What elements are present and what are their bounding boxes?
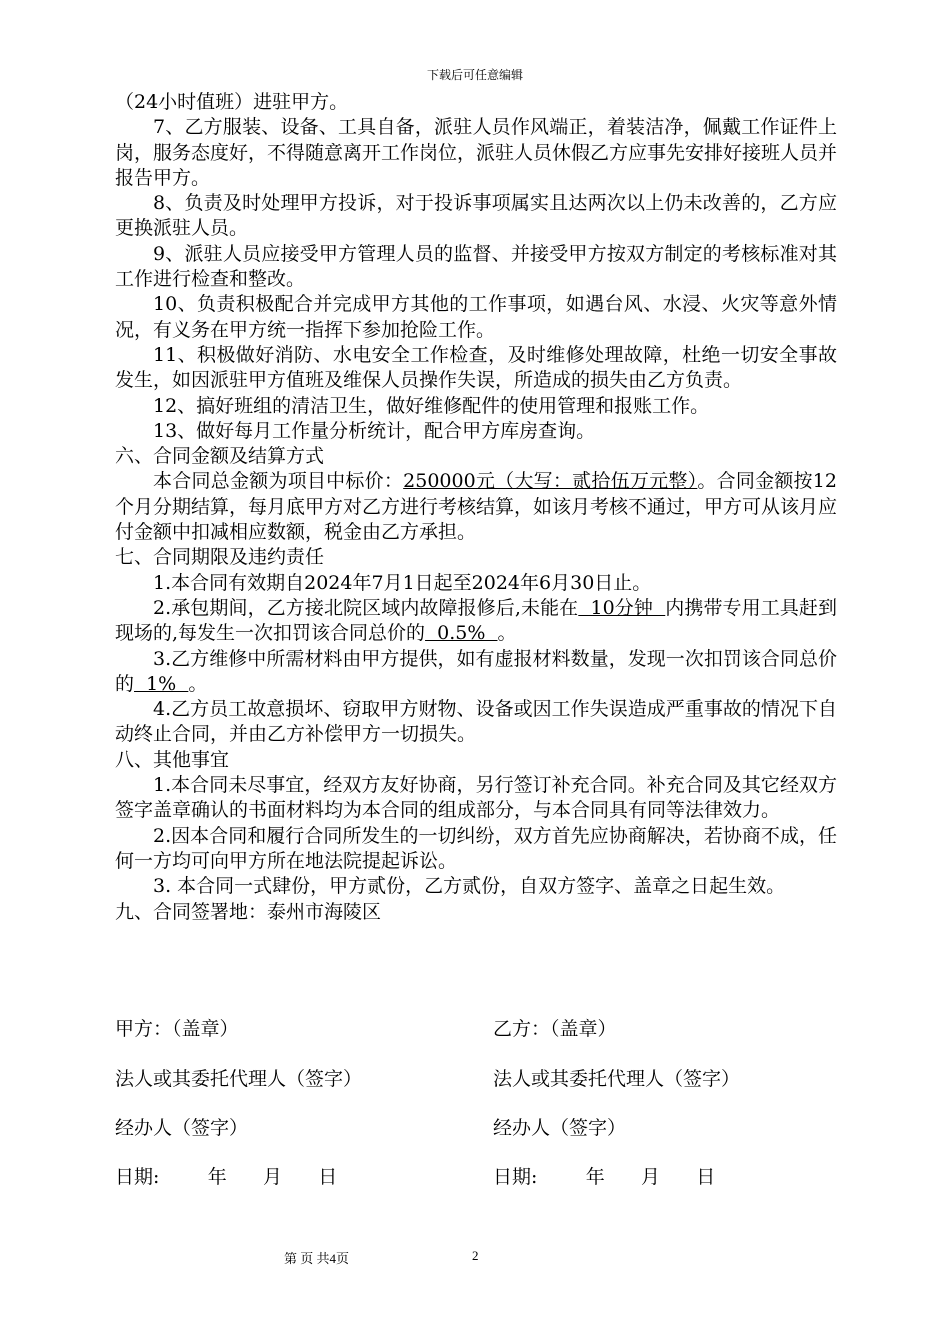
term-3-text-c: 。 — [188, 672, 208, 695]
response-time: 10分钟 — [578, 596, 666, 619]
page-count: 第 页 共4页 — [284, 1251, 350, 1266]
contract-amount-lead: 本合同总金额为项目中标价： — [153, 470, 404, 493]
paragraph: （24小时值班）进驻甲方。 — [115, 91, 349, 113]
party-b-representative: 法人或其委托代理人（签字） — [493, 1068, 741, 1090]
other-3: 3. 本合同一式肆份，甲方贰份，乙方贰份，自双方签字、盖章之日起生效。 — [153, 875, 786, 898]
other-1: 1.本合同未尽事宜，经双方友好协商，另行签订补充合同。补充合同及其它经双方签字盖章确认的书面材料均为本合同的组成部分，与本合同具有同等法律效力。 — [115, 774, 837, 822]
party-b-date: 日期: 年 月 日 — [493, 1166, 716, 1188]
term-2-text-b: 内携带专用工具赶到现场的,每发生一次扣罚该合同总价的 — [115, 596, 837, 645]
contract-body — [115, 90, 837, 925]
contract-amount: 250000元（大写：贰拾伍万元整） — [403, 470, 698, 493]
clause-9: 9、派驻人员应接受甲方管理人员的监督、并接受甲方按双方制定的考核标准对其工作进行检查和整改。 — [115, 242, 837, 291]
page-header: 下载后可任意编辑 — [426, 68, 523, 82]
party-a-representative: 法人或其委托代理人（签字） — [115, 1068, 363, 1090]
section-heading-6: 六、合同金额及结算方式 — [115, 445, 325, 468]
signature-row-date — [115, 1162, 837, 1188]
section-heading-7: 七、合同期限及违约责任 — [115, 546, 325, 569]
term-2 — [115, 596, 837, 647]
signature-row-handler — [115, 1113, 837, 1139]
party-a-handler: 经办人（签字） — [115, 1117, 249, 1139]
signature-row-seal — [115, 1014, 837, 1040]
party-a-seal: 甲方：（盖章） — [115, 1018, 239, 1040]
signature-row-representative — [115, 1064, 837, 1090]
party-a-date: 日期: 年 月 日 — [115, 1166, 338, 1188]
term-2-text-c: 。 — [497, 622, 517, 645]
clause-7: 7、乙方服装、设备、工具自备，派驻人员作风端正，着装洁净，佩戴工作证件上岗，服务态度好，不得随意离开工作岗位，派驻人员休假乙方应事先安排好接班人员并报告甲方。 — [115, 116, 838, 189]
penalty-rate: 0.5% — [425, 622, 498, 645]
term-1: 1.本合同有效期自2024年7月1日起至2024年6月30日止。 — [153, 571, 652, 594]
party-b-seal: 乙方：（盖章） — [493, 1018, 617, 1040]
contract-amount-tail: 。合同金额按12个月分期结算，每月底甲方对乙方进行考核结算，如该月考核不通过，甲方可从该月应付金额中扣减相应数额，税金由乙方承担。 — [115, 470, 838, 544]
section-heading-8: 八、其他事宜 — [115, 748, 230, 771]
material-penalty-rate: 1% — [134, 672, 189, 695]
section-heading-9: 九、合同签署地：泰州市海陵区 — [115, 900, 382, 923]
clause-8: 8、负责及时处理甲方投诉，对于投诉事项属实且达两次以上仍未改善的，乙方应更换派驻人员。 — [115, 192, 837, 240]
other-2: 2.因本合同和履行合同所发生的一切纠纷，双方首先应协商解决，若协商不成，任何一方均可向甲方所在地法院提起诉讼。 — [115, 824, 837, 872]
term-2-text-a: 2.承包期间，乙方接北院区域内故障报修后,未能在 — [153, 596, 579, 619]
term-4: 4.乙方员工故意损坏、窃取甲方财物、设备或因工作失误造成严重事故的情况下自动终止合同，并由乙方补偿甲方一切损失。 — [115, 698, 837, 746]
clause-11: 11、积极做好消防、水电安全工作检查，及时维修处理故障，杜绝一切安全事故发生，如因派驻甲方值班及维保人员操作失误，所造成的损失由乙方负责。 — [115, 343, 837, 392]
clause-12: 12、搞好班组的清洁卫生，做好维修配件的使用管理和报账工作。 — [153, 394, 710, 417]
page-number: 2 — [472, 1248, 479, 1263]
term-3-text-a: 3.乙方维修中所需材料由甲方提供，如有虚报材料数量，发现一次扣罚该合同总价的 — [115, 647, 837, 695]
clause-13: 13、做好每月工作量分析统计，配合甲方库房查询。 — [153, 419, 596, 442]
section-6-text — [115, 469, 837, 545]
clause-10: 10、负责积极配合并完成甲方其他的工作事项，如遇台风、水浸、火灾等意外情况，有义务在甲方统一指挥下参加抢险工作。 — [115, 293, 837, 341]
party-b-handler: 经办人（签字） — [493, 1117, 627, 1139]
term-3 — [115, 647, 837, 698]
